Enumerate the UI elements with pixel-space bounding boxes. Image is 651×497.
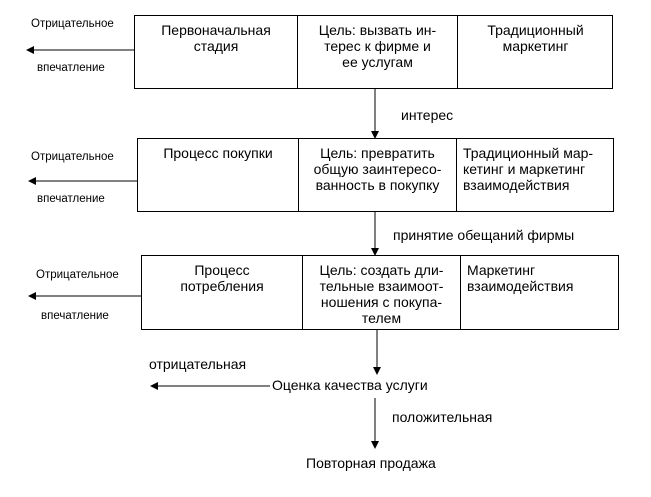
stage3-negative-note-line1: Отрицательное bbox=[36, 269, 119, 281]
stage1-cell-goal: Цель: вызвать ин- терес к фирме и ее услугам bbox=[297, 16, 457, 88]
stage3-negative-note-line2: впечатление bbox=[41, 310, 109, 322]
stage1-cell-marketing: Традиционный маркетинг bbox=[457, 16, 613, 88]
arrow2-label: принятие обещаний фирмы bbox=[393, 227, 575, 243]
stage3-cell-goal: Цель: создать дли- тельные взаимоот- ношения с покупа- телем bbox=[302, 256, 460, 329]
stage2-cell-goal: Цель: превратить общую заинтересо- ванность в покупку bbox=[298, 139, 456, 211]
stage1-cell-stage: Первоначальная стадия bbox=[161, 22, 271, 54]
stage1-negative-note-line2: впечатление bbox=[37, 62, 105, 74]
stage2-negative-note-line2: впечатление bbox=[37, 193, 105, 205]
stage2-cell-marketing: Традиционный мар- кетинг и маркетинг взаимодействия bbox=[456, 139, 614, 211]
stage2-negative-note-line1: Отрицательное bbox=[31, 151, 114, 163]
stage1-negative-note-line1: Отрицательное bbox=[31, 18, 114, 30]
stage1-box bbox=[134, 15, 613, 89]
negative-label: отрицательная bbox=[149, 356, 247, 372]
stage3-box bbox=[141, 255, 619, 330]
stage2-box bbox=[137, 138, 614, 212]
repeat-sale: Повторная продажа bbox=[306, 455, 436, 471]
stage3-cell-marketing: Маркетинг взаимодействия bbox=[460, 256, 619, 329]
stage2-cell-stage: Процесс покупки bbox=[163, 145, 273, 161]
arrow1-label: интерес bbox=[401, 107, 454, 123]
stage3-cell-stage: Процесс потребления bbox=[180, 262, 264, 294]
positive-label: положительная bbox=[392, 409, 493, 425]
quality-assessment: Оценка качества услуги bbox=[272, 377, 428, 393]
